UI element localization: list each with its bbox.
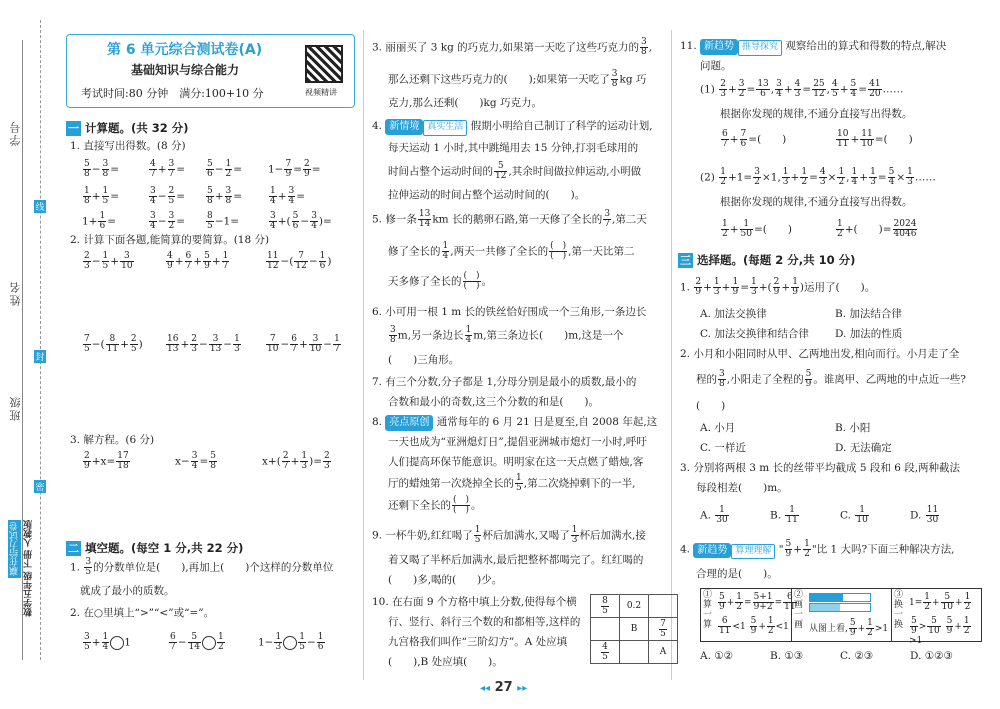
option[interactable]: D. 加法的性质 [835,328,903,340]
c1-text: 1. $\frac{2}{9}$ + $\frac{1}{3}$ + $\frac{1}{9}$ = $\frac{1}{3}$ +( $\frac{2}{9}$ + $\frac{1}{9}$ )运用了( )。 [680,277,876,297]
q2-expr: $\frac{2}{3}$ − $\frac{1}{5}$ + $\frac{3}{10}$ [84,251,133,271]
q1-expr: 1+ $\frac{1}{6}$ = [82,211,117,231]
q1-expr: $\frac{3}{4}$ − $\frac{3}{2}$ = [150,211,186,231]
section-1-heading: 一 计算题。(共 32 分) [68,121,189,135]
method-1b: $\frac{6}{11}$ <1 $\frac{5}{9}$ + $\frac{1}{2}$ <1 [719,616,789,636]
compare-circle[interactable] [283,636,297,650]
q8-text: 8. 亮点原创 通常每年的 6 月 21 日是夏至,自 2008 年起,这 [372,414,657,431]
qr-code[interactable] [305,45,343,83]
q4-text: 拉伸运动的时间占整个运动时间的( )。 [388,189,586,201]
q3-text: 克力,那么还剩( )kg 巧克力。 [388,97,542,109]
marker-mi: 密 [34,480,46,493]
option[interactable]: C. 一样近 [700,442,746,454]
section-3-heading: 三 选择题。(每题 2 分,共 10 分) [680,253,856,267]
q11-ask: $\frac{10}{11}$ + $\frac{11}{10}$ =( ) [837,129,913,149]
compare-circle[interactable] [202,636,216,650]
q11-ask: $\frac{6}{7}$ + $\frac{7}{6}$ =( ) [722,129,787,149]
q3-text: 那么还剩下这些巧克力的( );如果第一天吃了 $\frac{3}{8}$ kg 巧 [388,69,647,89]
option[interactable]: B. 加法结合律 [835,308,902,320]
c3-text: 3. 分别将两根 3 m 长的丝带平均截成 5 段和 6 段,两种截法 [680,462,961,474]
q10-text: 九宫格我们叫作“三阶幻方”。A 处应填 [388,636,568,648]
class-label: 班级 [9,395,22,421]
method-3b: $\frac{5}{9}$ > $\frac{5}{10}$ $\frac{5}{9}$ + $\frac{1}{2}$ >1 [909,616,970,646]
method-3: 1= $\frac{1}{2}$ + $\frac{5}{10}$ + $\frac{1}{2}$ [909,592,971,612]
q1-expr: $\frac{5}{8}$ − $\frac{3}{8}$ = [84,159,120,179]
q5-text: 修了全长的 $\frac{1}{4}$ ,两天一共修了全长的 $\frac{( )}{( )}$ ,第一天比第二 [388,241,635,261]
cell[interactable] [649,595,678,618]
q1-expr: 1− $\frac{7}{9}$ = $\frac{2}{9}$ = [268,159,321,179]
bar-diagram [809,603,871,612]
q3-expr: x+( $\frac{2}{7}$ + $\frac{1}{3}$ )= $\frac{2}{3}$ [262,451,330,471]
c3-text: 每段相差( )m。 [696,482,788,494]
q11-ask: $\frac{1}{2}$ +( )= $\frac{2024}{4046}$ [837,219,917,239]
option[interactable]: D. 无法确定 [835,442,892,454]
page-number: ◂◂ 27 ▸▸ [480,680,528,695]
q10-text: 行、竖行、斜行三个数的和都相等,这样的 [388,616,581,628]
cell[interactable] [591,618,620,641]
q1-expr: $\frac{5}{6}$ − $\frac{1}{2}$ = [207,159,243,179]
option[interactable]: D. $\frac{11}{30}$ [910,505,939,525]
fill-q2-label: 2. 在○里填上“>”“<”或“=”。 [70,607,215,619]
option[interactable]: C. ②③ [840,650,874,662]
rule-text: 根据你发现的规律,不通分直接写出得数。 [720,196,913,208]
q11-ask: $\frac{1}{2}$ + $\frac{1}{50}$ =( ) [722,219,792,239]
q1-expr: $\frac{4}{7}$ + $\frac{3}{7}$ = [150,159,186,179]
option[interactable]: D. ①②③ [910,650,953,662]
q3-expr: $\frac{2}{9}$ +x= $\frac{17}{18}$ [84,451,129,471]
option[interactable]: A. 加法交换律 [700,308,767,320]
grade-label: 数学五年级 下册 人教版 [24,520,34,617]
fill-q1-cont: 就成了最小的质数。 [80,585,175,597]
page-subtitle: 基础知识与综合能力 [131,63,240,77]
fold-line [40,20,41,660]
option[interactable]: A. $\frac{1}{30}$ [700,505,728,525]
q3-expr: x− $\frac{3}{4}$ = $\frac{5}{8}$ [175,451,217,471]
method-2: 从图上看, $\frac{5}{9}$ + $\frac{1}{2}$ >1 [809,618,889,638]
q2-expr: $\frac{4}{9}$ + $\frac{6}{7}$ + $\frac{5}{9}$ + $\frac{1}{7}$ [167,251,229,271]
marker-xian: 线 [34,200,46,213]
compare-expr: $\frac{6}{7}$ − $\frac{5}{14}$ $\frac{1}{2}$ [170,632,224,652]
q7-text: 合数和最小的奇数,这三个分数的和是( )。 [388,396,600,408]
option[interactable]: B. $\frac{1}{11}$ [770,505,798,525]
q4-text: 时间占整个运动时间的 $\frac{5}{12}$ ,其余时间做拉伸运动,小明做 [388,161,642,181]
q6-text: ( )三角形。 [388,354,460,366]
c2-text: 程的 $\frac{3}{8}$ ,小阳走了全程的 $\frac{5}{9}$ 。谁离甲、乙两地的中点近一些? [696,369,966,389]
q2-expr: $\frac{7}{5}$ −( $\frac{8}{11}$ + $\frac{2}{5}$ ) [84,334,143,354]
q6-text: 6. 小可用一根 1 m 长的铁丝恰好围成一个三角形,一条边长 [372,306,647,318]
method-3-label: ③换一换 [894,590,904,630]
q3-text: 3. 丽丽买了 3 kg 的巧克力,如果第一天吃了这些巧克力的 $\frac{3}{8}$ , [372,37,653,57]
cell[interactable]: $\frac{8}{5}$ [591,595,620,618]
q8-text: 一天也成为“亚洲熄灯日”,提倡亚洲城市熄灯一小时,呼吁 [388,436,647,448]
header-box [66,34,355,108]
q5-text: 天多修了全长的 $\frac{( )}{( )}$ 。 [388,271,493,291]
methods-box [700,588,982,646]
q4-text: 每天运动 1 小时,其中跳绳用去 15 分钟,打羽毛球用的 [388,142,639,154]
q8-text: 还剩下全长的 $\frac{( )}{( )}$ 。 [388,495,482,515]
section-2-heading: 二 填空题。(每空 1 分,共 22 分) [68,541,244,555]
option[interactable]: C. 加法交换律和结合律 [700,328,809,340]
magic-square [590,594,678,664]
q1-expr: $\frac{1}{8}$ + $\frac{1}{5}$ = [84,186,120,206]
rule-text: 根据你发现的规律,不通分直接写出得数。 [720,108,913,120]
q1-expr: $\frac{8}{5}$ −1= [207,211,240,231]
method-1-label: ①算一算 [703,590,713,630]
cell[interactable]: $\frac{7}{5}$ [649,618,678,641]
q1-expr: $\frac{3}{4}$ − $\frac{2}{5}$ = [150,186,186,206]
q9-text: ( )多,喝的( )少。 [388,574,503,586]
method-1: $\frac{5}{9}$ + $\frac{1}{2}$ = $\frac{5+1}{9+2}$ = $\frac{6}{11}$ [719,592,796,612]
q9-text: 着又喝了半杯后加满水,最后把整杯都喝完了。红红喝的 [388,554,644,566]
q1-expr: $\frac{3}{4}$ +( $\frac{5}{6}$ − $\frac{3}{4}$ )= [270,211,332,231]
cell[interactable] [620,641,649,664]
series-label: 赢在给力试卷 [10,522,20,576]
compare-expr: 1− $\frac{1}{3}$ $\frac{1}{5}$ − $\frac{1}{6}$ [258,632,324,652]
cell[interactable]: $\frac{4}{5}$ [591,641,620,664]
student-id-label: 学号 [9,120,22,146]
exam-info: 考试时间:80 分钟 满分:100+10 分 [81,87,264,100]
q1-expr: $\frac{1}{4}$ + $\frac{3}{4}$ = [270,186,306,206]
option[interactable]: C. $\frac{1}{10}$ [840,505,868,525]
column-divider-2 [671,30,672,680]
qr-label: 视频精讲 [305,88,337,97]
q7-text: 7. 有三个分数,分子都是 1,分母分别是最小的质数,最小的 [372,376,637,388]
q1-expr: $\frac{5}{8}$ + $\frac{3}{8}$ = [207,186,243,206]
q10-text: 10. 在右面 9 个方格中填上分数,使得每个横 [372,596,577,608]
cell[interactable]: B [620,618,649,641]
c2-text: 2. 小月和小阳同时从甲、乙两地出发,相向而行。小月走了全 [680,348,960,360]
method-2-label: ②画一画 [794,590,804,630]
c4-text: 4. 新趋势 算理理解 " $\frac{5}{9}$ + $\frac{1}{2}$ "比 1 大吗?下面三种解决方法, [680,539,955,559]
q8-text: 人们提高环保节能意识。明明家在这一天点燃了蜡烛,客 [388,456,644,468]
c4-text: 合理的是( )。 [696,568,778,580]
q11-pattern-1: (1) $\frac{2}{3}$ + $\frac{3}{2}$ = $\frac{13}{6}$ , $\frac{3}{4}$ + $\frac{4}{3}$ = $\frac{25}{12}$ , $\frac{4}{5}$ + $\frac{5}{4}$ = $\frac{41}{20}$ …… [700,79,904,99]
marker-feng: 封 [34,350,46,363]
bar-diagram [809,593,871,602]
q2-expr: $\frac{7}{10}$ − $\frac{6}{7}$ + $\frac{3}{10}$ − $\frac{1}{7}$ [267,334,340,354]
column-divider-1 [363,30,364,680]
q2-expr: $\frac{11}{12}$ −( $\frac{7}{12}$ − $\frac{1}{6}$ ) [267,251,332,271]
q11-text: 11. 新趋势 推导探究 观察给出的算式和得数的特点,解决 [680,38,946,56]
q10-text: ( ),B 处应填( )。 [388,656,503,668]
page-title: 第 6 单元综合测试卷(A) [107,42,263,58]
option[interactable]: A. ①② [700,650,734,662]
option[interactable]: B. 小阳 [835,422,871,434]
fill-q1: 1. $\frac{3}{5}$ 的分数单位是( ),再加上( )个这样的分数单位 [70,557,334,577]
q2-label: 2. 计算下面各题,能简算的要简算。(18 分) [70,234,270,246]
q4-text: 4. 新情境 真实生活 假期小明给自己制订了科学的运动计划, [372,118,653,136]
compare-circle[interactable] [110,636,124,650]
q1-label: 1. 直接写出得数。(8 分) [70,140,186,152]
name-label: 姓名 [9,280,22,306]
cell[interactable]: 0.2 [620,595,649,618]
q3-label: 3. 解方程。(6 分) [70,434,155,446]
cell[interactable]: A [649,641,678,664]
q11-text: 问题。 [700,60,732,72]
c2-text: ( ) [696,400,726,412]
q11-pattern-2: (2) $\frac{1}{2}$ +1= $\frac{3}{2}$ ×1, $\frac{1}{3}$ + $\frac{1}{2}$ = $\frac{4}{3}$ × $\frac{1}{2}$ , $\frac{1}{4}$ + $\frac{1}{3}$ = $\frac{5}{4}$ × $\frac{1}{3}$ …… [700,167,936,187]
binding-margin [0,0,58,709]
q9-text: 9. 一杯牛奶,红红喝了 $\frac{1}{5}$ 杯后加满水,又喝了 $\frac{1}{3}$ 杯后加满水,接 [372,525,646,545]
q6-text: $\frac{3}{8}$ m,另一条边长 $\frac{1}{4}$ m,第三条边长( )m,这是一个 [390,325,624,345]
option[interactable]: A. 小月 [700,422,736,434]
compare-expr: $\frac{3}{5}$ + $\frac{1}{4}$ 1 [84,632,131,652]
q8-text: 厅的蜡烛第一次烧掉全长的 $\frac{1}{5}$ ,第二次烧掉剩下的一半, [388,473,636,493]
q2-expr: $\frac{16}{13}$ + $\frac{2}{3}$ − $\frac{3}{13}$ − $\frac{1}{3}$ [167,334,240,354]
q5-text: 5. 修一条 $\frac{13}{14}$ km 长的鹅卵石路,第一天修了全长的 $\frac{3}{7}$ ,第二天 [372,209,647,229]
option[interactable]: B. ①③ [770,650,804,662]
